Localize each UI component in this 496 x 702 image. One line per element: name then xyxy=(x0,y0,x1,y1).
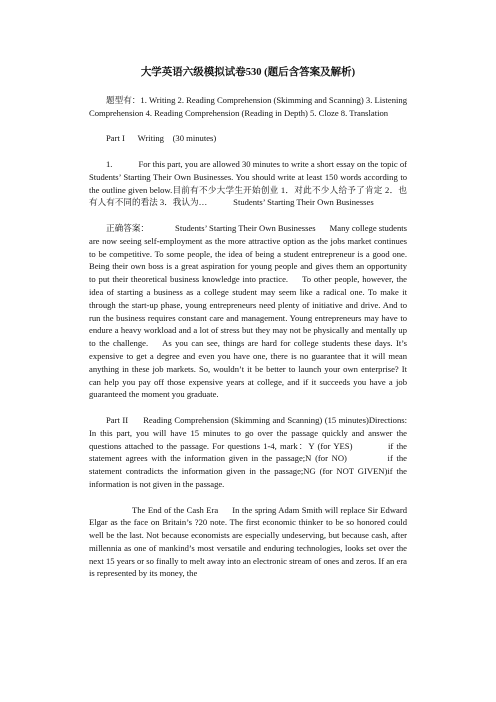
passage-block xyxy=(89,504,407,581)
question-1 xyxy=(89,158,407,209)
passage-text: In the spring Adam Smith will replace Sir Edward Elgar as the face on Britain’s ?20 note. The first economic thinker to be so honored could well be the last. Not because economists are especially undeserving, but because cash, after millennia as one of mankind’s most versatile and enduring technologies, looks set over the next 15 years or so finally to melt away into an electronic stream of ones and zeros. If an era is represented by its money, the xyxy=(89,504,408,579)
answer-paragraph-3: As you can see, things are hard for college students these days. It’s expensive to get a degree and even you have one, there is no guarantee that it will mean anything in these job markets. So, wouldn’t it be better to launch your own enterprise? It can help you pay off those expensive years at college, and if it succeeds you have a job guaranteed the moment you graduate. xyxy=(89,338,407,400)
part2-heading: Part II Reading Comprehension (Skimming and Scanning) (15 minutes) xyxy=(106,414,369,425)
part2-directions: Directions: In this part, you will have 15 minutes to go over the passage quickly and answer the questions attached to the passage. For questions 1-4, mark：Y (for YES) if the statement agrees with the information given in the passage;N (for NO) if the statement contradicts the information given in the passage;NG (for NOT GIVEN)if the information is not given in the passage. xyxy=(89,414,410,489)
part1-heading xyxy=(89,132,407,145)
part1-heading-text: Part I Writing (30 minutes) xyxy=(106,133,217,144)
answer-paragraph-2: To other people, however, the idea of starting a business as a college student may seem like a radical one. To make it through the start-up phase, young entrepreneurs need plenty of initiative and drive. And to run the business requires constant care and management. Young entrepreneurs may have to endure a heavy workload and a lot of stress but they may not be physically and mentally up to the challenge. xyxy=(89,274,407,349)
answer-paragraph-1: Many college students are now seeing self-employment as the more attractive option as the jobs market continues to be competitive. To some people, the idea of being a student entrepreneur is a good one. Being their own boss is a great aspiration for young people and gives them an opportunity to put their theoretical business knowledge into practice. xyxy=(89,222,407,285)
question-1-text: For this part, you are allowed 30 minutes to write a short essay on the topic of Students’ Starting Their Own Businesses. You should write at least 150 words according to the outline given below.目前有不少大学生开始创业 1．对此不少人给予了肯定 2．也有人有不同的看法 3．我认为… xyxy=(89,158,407,208)
question-1-number: 1. xyxy=(106,158,113,169)
answer-label: 正确答案： xyxy=(106,222,150,233)
question-types: 题型有：1. Writing 2. Reading Comprehension (Skimming and Scanning) 3. Listening Comprehension 4. Reading Comprehension (Reading in Depth) 5. Cloze 8. Translation xyxy=(89,95,407,118)
answer-title: Students’ Starting Their Own Businesses xyxy=(175,222,316,233)
answer-block xyxy=(89,222,407,401)
question-1-essay-title: Students’ Starting Their Own Businesses xyxy=(233,197,374,208)
part2-block xyxy=(89,414,410,491)
document-body xyxy=(89,94,410,580)
document-title: 大学英语六级模拟试卷530 (题后含答案及解析) xyxy=(140,67,356,78)
passage-title: The End of the Cash Era xyxy=(132,504,219,515)
